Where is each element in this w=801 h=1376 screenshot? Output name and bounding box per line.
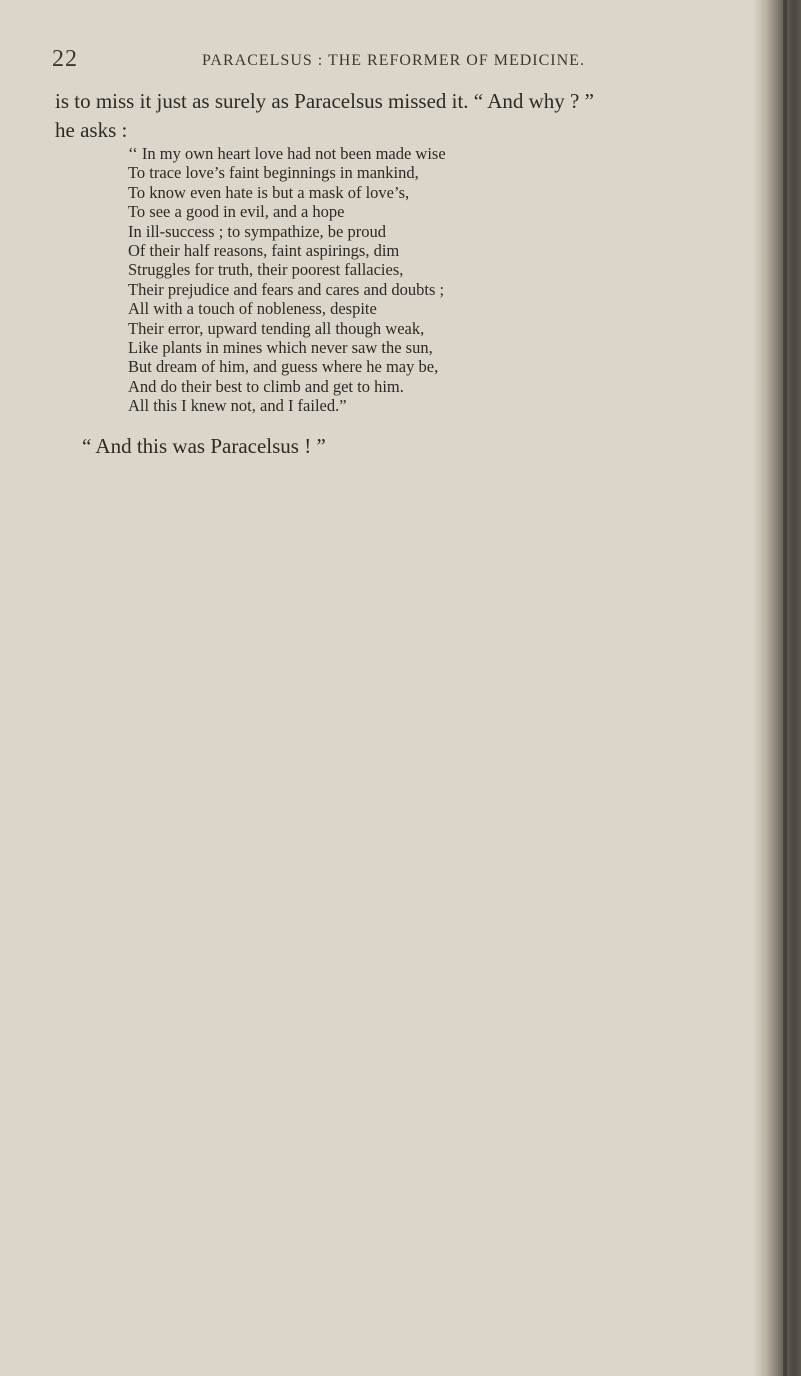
poem-line: Their error, upward tending all though weak,: [128, 318, 425, 338]
prose-paragraph: [55, 87, 765, 145]
prose-line: he asks :: [55, 118, 128, 142]
poem-line: Like plants in mines which never saw the sun,: [128, 338, 433, 358]
running-head: PARACELSUS : THE REFORMER OF MEDICINE.: [202, 52, 585, 69]
poem-line: To trace love’s faint beginnings in mankind,: [128, 163, 419, 183]
closing-line: “ And this was Paracelsus ! ”: [82, 434, 326, 458]
prose-line: is to miss it just as surely as Paracelsus missed it. “ And why ? ”: [55, 89, 594, 113]
poem-line: All with a touch of nobleness, despite: [128, 299, 377, 319]
poem-line: Of their half reasons, faint aspirings, dim: [128, 241, 400, 261]
poem-line: To see a good in evil, and a hope: [128, 202, 345, 222]
poem-line: Their prejudice and fears and cares and doubts ;: [128, 279, 445, 299]
poem-line: And do their best to climb and get to him.: [128, 376, 404, 396]
poem-line: But dream of him, and guess where he may be,: [128, 357, 439, 377]
poem-line: All this I knew not, and I failed.”: [128, 396, 347, 416]
poem-line: Struggles for truth, their poorest fallacies,: [128, 260, 404, 280]
page-edge-shadow: [753, 0, 801, 1376]
poem-quotation: [128, 144, 728, 416]
poem-line: To know even hate is but a mask of love’s,: [128, 182, 410, 202]
poem-line: In ill-success ; to sympathize, be proud: [128, 221, 386, 241]
page-number: 22: [52, 46, 78, 72]
poem-line: ‘‘ In my own heart love had not been made wise: [128, 144, 446, 163]
